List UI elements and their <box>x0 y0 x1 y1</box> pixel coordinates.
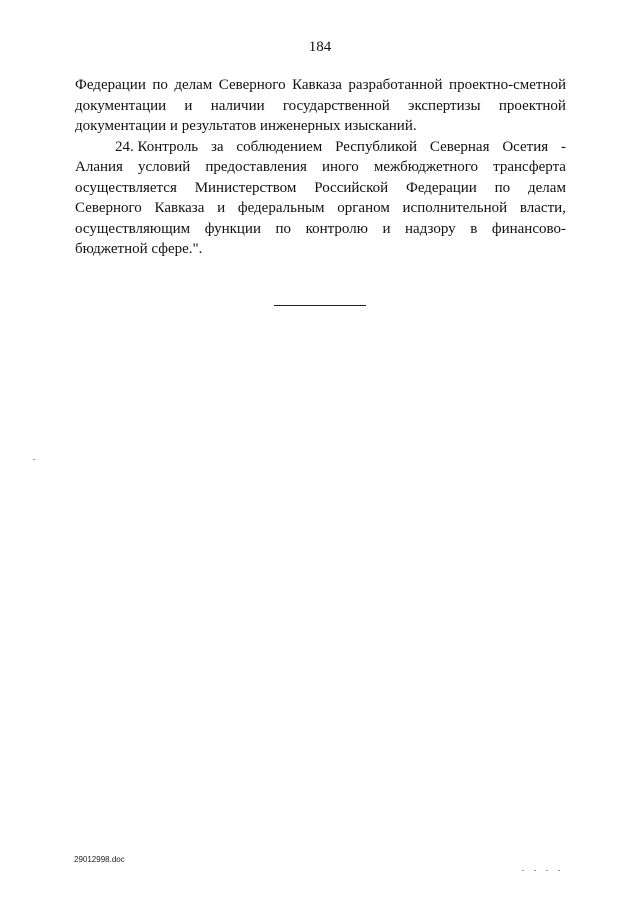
paragraph2-line3 <box>75 178 566 199</box>
word: по <box>275 220 292 237</box>
page-number: 184 <box>308 39 332 55</box>
word: государственной <box>282 97 390 114</box>
word: Алания <box>75 159 123 175</box>
word: Республикой <box>335 138 418 155</box>
document-body <box>75 75 566 260</box>
word: исполнительной <box>402 200 508 216</box>
word: разработанной <box>348 77 443 93</box>
word: и <box>382 220 391 237</box>
word: документации <box>75 97 167 114</box>
paragraph1-line2 <box>75 96 566 117</box>
word: - <box>560 138 566 155</box>
word: соблюдением <box>236 138 323 155</box>
paragraph1-line1 <box>75 75 566 96</box>
word: Федерации <box>75 77 146 93</box>
paragraph2-line2 <box>75 157 566 178</box>
word: власти, <box>519 200 566 216</box>
word: осуществляется <box>75 179 177 196</box>
scan-dot <box>522 870 524 871</box>
word: органом <box>337 200 390 216</box>
word: и <box>184 97 193 114</box>
word: делам <box>174 77 213 93</box>
word: по <box>494 179 511 196</box>
word: по <box>152 77 168 93</box>
word: наличии <box>210 97 265 114</box>
paragraph2-line1 <box>75 137 566 158</box>
word: предоставления <box>205 159 307 175</box>
word: Российской <box>314 179 389 196</box>
word: Северная <box>429 138 490 155</box>
word: проектно-сметной <box>449 77 566 93</box>
scan-mark <box>33 459 35 460</box>
word: Кавказа <box>154 200 205 216</box>
paragraph2-line4 <box>75 198 566 219</box>
end-separator-line <box>274 305 366 306</box>
scan-dot <box>546 870 548 871</box>
paragraph2-line6: бюджетной сфере.". <box>75 241 203 257</box>
word: Федерации <box>405 179 477 196</box>
scan-dot <box>534 870 536 871</box>
word: делам <box>528 179 566 196</box>
word: межбюджетного <box>373 159 479 175</box>
word: Северного <box>75 200 142 216</box>
footer-filename: 29012998.doc <box>74 855 125 864</box>
word: контролю <box>305 220 368 237</box>
word: функции <box>204 220 261 237</box>
paragraph1-line3: документации и результатов инженерных изысканий. <box>75 118 417 134</box>
word: в <box>470 220 478 237</box>
word: надзору <box>405 220 456 237</box>
word: иного <box>321 159 359 175</box>
footer-scan-dots <box>522 870 562 872</box>
word: Северного <box>218 77 286 93</box>
word: 24. Контроль <box>115 138 199 155</box>
word: и <box>217 200 226 216</box>
word: федеральным <box>237 200 325 216</box>
word: за <box>210 138 224 155</box>
word: экспертизы <box>408 97 481 114</box>
word: проектной <box>498 97 566 114</box>
word: финансово- <box>491 220 566 237</box>
word: Кавказа <box>292 77 342 93</box>
word: Осетия <box>502 138 549 155</box>
word: Министерством <box>194 179 297 196</box>
word: условий <box>138 159 191 175</box>
word: трансферта <box>493 159 566 175</box>
word: осуществляющим <box>75 220 191 237</box>
paragraph2-line5 <box>75 219 566 240</box>
scan-dot <box>558 870 560 871</box>
